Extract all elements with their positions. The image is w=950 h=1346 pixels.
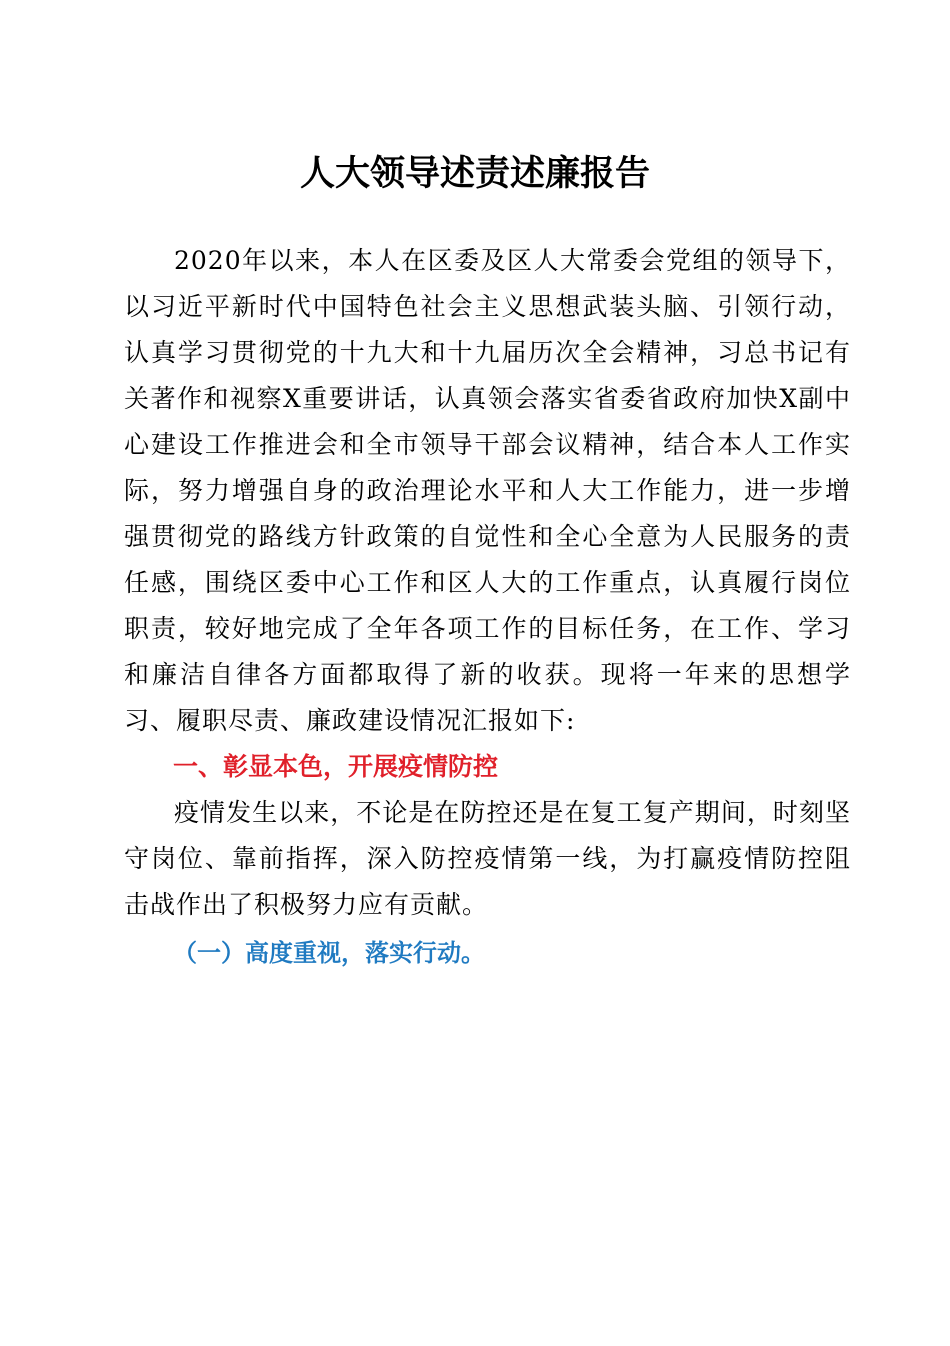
section-1-paragraph: 疫情发生以来，不论是在防控还是在复工复产期间，时刻坚守岗位、靠前指挥，深入防控疫情第一线，为打赢疫情防控阻击战作出了积极努力应有贡献。 (124, 798, 851, 919)
subsection-1-heading: （一）高度重视，落实行动。 (173, 939, 485, 967)
document-body (124, 238, 851, 976)
document-title: 人大领导述责述廉报告 (299, 153, 650, 194)
section-1-heading: 一、彰显本色，开展疫情防控 (173, 752, 499, 781)
intro-paragraph: 2020年以来，本人在区委及区人大常委会党组的领导下，以习近平新时代中国特色社会主义思想武装头脑、引领行动，认真学习贯彻党的十九大和十九届历次全会精神，习总书记有关著作和视察X重要讲话，认真领会落实省委省政府加快X副中心建设工作推进会和全市领导干部会议精神，结合本人工作实际，努力增强自身的政治理论水平和人大工作能力，进一步增强贯彻党的路线方针政策的自觉性和全心全意为人民服务的责任感，围绕区委中心工作和区人大的工作重点，认真履行岗位职责，较好地完成了全年各项工作的目标任务，在工作、学习和廉洁自律各方面都取得了新的收获。现将一年来的思想学习、履职尽责、廉政建设情况汇报如下: (124, 246, 851, 735)
